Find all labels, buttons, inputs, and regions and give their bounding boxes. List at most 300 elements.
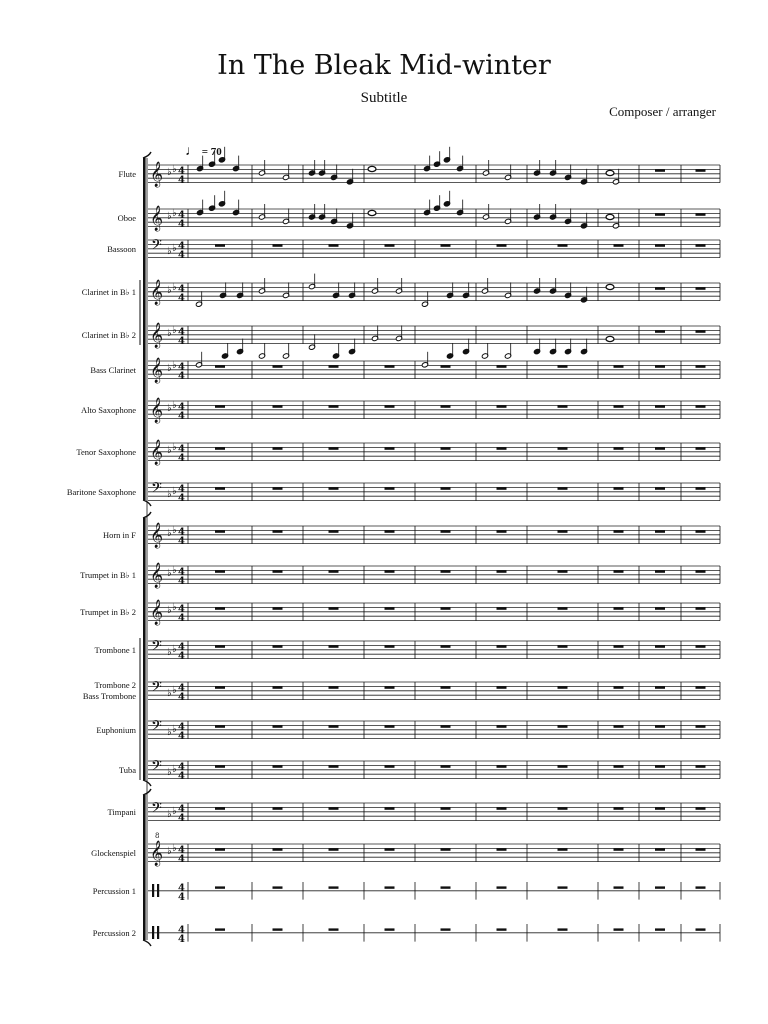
time-signature-top: 4 — [178, 241, 185, 252]
whole-rest — [655, 848, 665, 850]
whole-rest — [655, 886, 665, 888]
flat-sign-icon: ♭ — [172, 442, 177, 453]
flat-sign-icon: ♭ — [172, 486, 177, 497]
instrument-label: Horn in F — [102, 530, 136, 540]
whole-rest — [273, 686, 283, 688]
whole-rest — [273, 765, 283, 767]
whole-rest — [273, 848, 283, 850]
flat-sign-icon: ♭ — [167, 605, 172, 616]
whole-rest — [497, 807, 507, 809]
whole-rest — [273, 530, 283, 532]
whole-rest — [329, 725, 339, 727]
time-signature-bottom: 4 — [178, 336, 185, 347]
whole-rest — [558, 686, 568, 688]
treble-clef-icon: 𝄞 — [150, 440, 164, 465]
whole-rest — [441, 645, 451, 647]
instrument-label: Percussion 1 — [92, 886, 136, 896]
whole-rest — [385, 807, 395, 809]
time-signature-bottom: 4 — [178, 813, 185, 824]
whole-rest — [614, 607, 624, 609]
flat-sign-icon: ♭ — [167, 403, 172, 414]
whole-rest — [614, 447, 624, 449]
bass-clef-icon: 𝄢 — [151, 758, 162, 778]
time-signature-bottom: 4 — [178, 536, 185, 547]
time-signature-top: 4 — [178, 642, 185, 653]
time-signature-bottom: 4 — [178, 892, 185, 903]
whole-rest — [385, 244, 395, 246]
time-signature-top: 4 — [178, 762, 185, 773]
whole-rest — [614, 487, 624, 489]
whole-rest — [696, 886, 706, 888]
whole-rest — [497, 607, 507, 609]
treble-clef-icon: 𝄞 — [150, 398, 164, 423]
whole-rest — [385, 530, 395, 532]
whole-rest — [215, 928, 225, 930]
whole-rest — [497, 365, 507, 367]
instrument-label: Flute — [118, 169, 136, 179]
whole-rest — [614, 886, 624, 888]
treble-clef-icon: 𝄞 — [150, 162, 164, 187]
whole-rest — [497, 886, 507, 888]
whole-rest — [215, 807, 225, 809]
whole-rest — [329, 607, 339, 609]
treble-clef-icon: 𝄞 — [150, 358, 164, 383]
treble-clef-icon: 𝄞 — [150, 563, 164, 588]
whole-rest — [655, 570, 665, 572]
whole-rest — [329, 570, 339, 572]
whole-rest — [441, 487, 451, 489]
instrument-label: Clarinet in B♭ 2 — [81, 330, 136, 340]
whole-rest — [385, 886, 395, 888]
whole-rest — [497, 686, 507, 688]
whole-rest — [329, 244, 339, 246]
time-signature-top: 4 — [178, 722, 185, 733]
flat-sign-icon: ♭ — [167, 688, 172, 699]
whole-rest — [614, 807, 624, 809]
staff — [148, 761, 720, 779]
time-signature-bottom: 4 — [178, 453, 185, 464]
whole-note — [368, 210, 376, 215]
treble-clef-icon: 𝄞 — [150, 523, 164, 548]
treble-clef-icon: 𝄞 — [150, 280, 164, 305]
staff — [148, 443, 720, 461]
whole-rest — [273, 886, 283, 888]
time-signature-top: 4 — [178, 804, 185, 815]
instrument-label: Trombone 1 — [94, 645, 136, 655]
whole-rest — [696, 213, 706, 215]
time-signature-bottom: 4 — [178, 771, 185, 782]
whole-rest — [441, 570, 451, 572]
flat-sign-icon: ♭ — [167, 246, 172, 257]
whole-rest — [614, 686, 624, 688]
staff — [148, 844, 720, 862]
whole-rest — [385, 570, 395, 572]
whole-rest — [441, 725, 451, 727]
whole-rest — [497, 405, 507, 407]
whole-rest — [441, 807, 451, 809]
flat-sign-icon: ♭ — [167, 767, 172, 778]
whole-note — [606, 284, 614, 289]
whole-rest — [215, 570, 225, 572]
time-signature-bottom: 4 — [178, 651, 185, 662]
instrument-label: Tuba — [118, 765, 136, 775]
staff — [148, 603, 720, 621]
score-subtitle: Subtitle — [360, 90, 408, 106]
whole-rest — [497, 848, 507, 850]
staff — [148, 526, 720, 544]
group-bracket — [143, 518, 146, 780]
whole-rest — [696, 686, 706, 688]
whole-rest — [441, 848, 451, 850]
octave-mark: 8 — [155, 832, 160, 840]
whole-rest — [273, 645, 283, 647]
whole-rest — [497, 447, 507, 449]
time-signature-top: 4 — [178, 925, 185, 936]
time-signature-bottom: 4 — [178, 219, 185, 230]
time-signature-top: 4 — [178, 284, 185, 295]
whole-rest — [696, 570, 706, 572]
whole-rest — [558, 765, 568, 767]
flat-sign-icon: ♭ — [167, 489, 172, 500]
whole-rest — [441, 405, 451, 407]
whole-rest — [558, 244, 568, 246]
instrument-label: Glockenspiel — [91, 848, 136, 858]
whole-rest — [329, 365, 339, 367]
staff — [148, 803, 720, 821]
staff — [148, 721, 720, 739]
whole-rest — [558, 405, 568, 407]
whole-rest — [696, 405, 706, 407]
time-signature-top: 4 — [178, 484, 185, 495]
bass-clef-icon: 𝄢 — [151, 679, 162, 699]
whole-rest — [558, 807, 568, 809]
whole-rest — [329, 765, 339, 767]
flat-sign-icon: ♭ — [167, 727, 172, 738]
time-signature-top: 4 — [178, 527, 185, 538]
time-signature-bottom: 4 — [178, 731, 185, 742]
percussion-clef-icon — [157, 926, 159, 939]
whole-rest — [273, 725, 283, 727]
time-signature-top: 4 — [178, 444, 185, 455]
flat-sign-icon: ♭ — [172, 602, 177, 613]
instrument-label: Timpani — [107, 807, 136, 817]
whole-rest — [696, 244, 706, 246]
time-signature-top: 4 — [178, 604, 185, 615]
whole-rest — [655, 365, 665, 367]
flat-sign-icon: ♭ — [167, 846, 172, 857]
flat-sign-icon: ♭ — [172, 208, 177, 219]
flat-sign-icon: ♭ — [167, 285, 172, 296]
staff — [148, 401, 720, 419]
treble-clef-icon: 𝄞 — [150, 206, 164, 231]
whole-rest — [558, 848, 568, 850]
staff — [148, 682, 720, 700]
whole-rest — [614, 645, 624, 647]
time-signature-top: 4 — [178, 683, 185, 694]
time-signature-bottom: 4 — [178, 493, 185, 504]
whole-rest — [329, 686, 339, 688]
time-signature-top: 4 — [178, 210, 185, 221]
staff — [148, 483, 720, 501]
flat-sign-icon: ♭ — [172, 565, 177, 576]
quarter-note-icon: ♩ — [185, 144, 199, 159]
whole-rest — [655, 330, 665, 332]
time-signature-bottom: 4 — [178, 854, 185, 865]
time-signature-top: 4 — [178, 883, 185, 894]
whole-rest — [441, 244, 451, 246]
staff — [148, 240, 720, 258]
whole-rest — [614, 244, 624, 246]
flat-sign-icon: ♭ — [172, 525, 177, 536]
percussion-clef-icon — [152, 926, 154, 939]
whole-note — [606, 170, 614, 175]
whole-rest — [558, 570, 568, 572]
flat-sign-icon: ♭ — [172, 644, 177, 655]
instrument-label: Tenor Saxophone — [76, 447, 136, 457]
whole-rest — [655, 213, 665, 215]
time-signature-bottom: 4 — [178, 934, 185, 945]
whole-rest — [558, 530, 568, 532]
time-signature-top: 4 — [178, 362, 185, 373]
instrument-label: Bass Clarinet — [90, 365, 136, 375]
whole-rest — [558, 886, 568, 888]
whole-rest — [655, 765, 665, 767]
whole-rest — [441, 928, 451, 930]
whole-rest — [614, 365, 624, 367]
bass-clef-icon: 𝄢 — [151, 237, 162, 257]
flat-sign-icon: ♭ — [172, 164, 177, 175]
whole-rest — [385, 447, 395, 449]
time-signature-bottom: 4 — [178, 576, 185, 587]
whole-rest — [273, 928, 283, 930]
whole-rest — [385, 928, 395, 930]
flat-sign-icon: ♭ — [167, 809, 172, 820]
whole-rest — [696, 330, 706, 332]
instrument-label: Euphonium — [96, 725, 136, 735]
time-signature-bottom: 4 — [178, 692, 185, 703]
whole-rest — [696, 169, 706, 171]
whole-rest — [273, 405, 283, 407]
flat-sign-icon: ♭ — [167, 328, 172, 339]
flat-sign-icon: ♭ — [172, 764, 177, 775]
whole-rest — [655, 928, 665, 930]
whole-rest — [614, 928, 624, 930]
instrument-label: Trumpet in B♭ 2 — [80, 607, 136, 617]
whole-rest — [215, 607, 225, 609]
whole-rest — [497, 487, 507, 489]
whole-rest — [655, 405, 665, 407]
whole-rest — [273, 447, 283, 449]
whole-rest — [558, 928, 568, 930]
whole-rest — [329, 405, 339, 407]
whole-rest — [696, 848, 706, 850]
treble-clef-icon: 𝄞 — [150, 841, 164, 866]
whole-rest — [385, 686, 395, 688]
whole-rest — [497, 928, 507, 930]
staff — [148, 882, 720, 900]
time-signature-bottom: 4 — [178, 293, 185, 304]
whole-rest — [655, 530, 665, 532]
flat-sign-icon: ♭ — [172, 360, 177, 371]
whole-rest — [273, 570, 283, 572]
whole-rest — [696, 645, 706, 647]
whole-rest — [558, 365, 568, 367]
staff — [148, 924, 720, 942]
whole-rest — [655, 244, 665, 246]
whole-rest — [441, 886, 451, 888]
time-signature-bottom: 4 — [178, 613, 185, 624]
whole-rest — [215, 244, 225, 246]
whole-rest — [696, 807, 706, 809]
whole-rest — [215, 886, 225, 888]
instrument-label: Oboe — [117, 213, 136, 223]
whole-rest — [215, 447, 225, 449]
time-signature-bottom: 4 — [178, 371, 185, 382]
whole-rest — [696, 487, 706, 489]
time-signature-top: 4 — [178, 845, 185, 856]
whole-note — [368, 166, 376, 171]
whole-rest — [441, 530, 451, 532]
whole-rest — [655, 725, 665, 727]
whole-rest — [329, 487, 339, 489]
group-bracket — [143, 795, 146, 940]
time-signature-top: 4 — [178, 166, 185, 177]
whole-rest — [441, 607, 451, 609]
whole-rest — [329, 645, 339, 647]
whole-rest — [385, 487, 395, 489]
whole-rest — [614, 570, 624, 572]
whole-rest — [441, 765, 451, 767]
whole-rest — [497, 530, 507, 532]
whole-rest — [215, 725, 225, 727]
whole-rest — [273, 365, 283, 367]
whole-rest — [558, 607, 568, 609]
whole-rest — [215, 848, 225, 850]
whole-rest — [215, 405, 225, 407]
whole-rest — [441, 365, 451, 367]
flat-sign-icon: ♭ — [172, 806, 177, 817]
whole-rest — [385, 765, 395, 767]
whole-rest — [215, 765, 225, 767]
flat-sign-icon: ♭ — [167, 167, 172, 178]
flat-sign-icon: ♭ — [172, 243, 177, 254]
whole-rest — [655, 447, 665, 449]
score-title: In The Bleak Mid-winter — [217, 50, 551, 81]
flat-sign-icon: ♭ — [172, 282, 177, 293]
whole-rest — [696, 530, 706, 532]
instrument-label: Bassoon — [107, 244, 136, 254]
staff — [148, 641, 720, 659]
whole-rest — [696, 287, 706, 289]
whole-rest — [273, 244, 283, 246]
whole-rest — [655, 487, 665, 489]
time-signature-bottom: 4 — [178, 411, 185, 422]
whole-rest — [441, 686, 451, 688]
whole-rest — [329, 886, 339, 888]
whole-rest — [329, 928, 339, 930]
whole-rest — [385, 607, 395, 609]
whole-rest — [273, 607, 283, 609]
whole-rest — [215, 530, 225, 532]
whole-rest — [614, 530, 624, 532]
time-signature-bottom: 4 — [178, 175, 185, 186]
whole-rest — [655, 169, 665, 171]
flat-sign-icon: ♭ — [167, 445, 172, 456]
bracket-hook — [143, 940, 151, 946]
time-signature-bottom: 4 — [178, 250, 185, 261]
staff — [148, 283, 720, 301]
whole-rest — [273, 487, 283, 489]
whole-rest — [329, 447, 339, 449]
whole-rest — [558, 447, 568, 449]
whole-rest — [655, 645, 665, 647]
whole-rest — [655, 287, 665, 289]
staff — [148, 361, 720, 379]
whole-rest — [497, 244, 507, 246]
flat-sign-icon: ♭ — [172, 685, 177, 696]
whole-rest — [497, 645, 507, 647]
whole-rest — [385, 365, 395, 367]
whole-rest — [614, 405, 624, 407]
whole-note — [606, 336, 614, 341]
composer-credit: Composer / arranger — [609, 104, 716, 119]
whole-rest — [655, 807, 665, 809]
whole-rest — [385, 645, 395, 647]
whole-rest — [696, 725, 706, 727]
whole-rest — [497, 570, 507, 572]
whole-rest — [558, 725, 568, 727]
whole-rest — [696, 928, 706, 930]
time-signature-top: 4 — [178, 402, 185, 413]
whole-rest — [329, 848, 339, 850]
whole-rest — [441, 447, 451, 449]
whole-rest — [558, 487, 568, 489]
tempo-value: = 70 — [201, 146, 222, 158]
staff — [148, 326, 720, 344]
flat-sign-icon: ♭ — [167, 211, 172, 222]
instrument-label: Trombone 2 Bass Trombone — [82, 680, 136, 701]
bass-clef-icon: 𝄢 — [151, 638, 162, 658]
whole-note — [606, 214, 614, 219]
instrument-label: Trumpet in B♭ 1 — [80, 570, 136, 580]
flat-sign-icon: ♭ — [172, 724, 177, 735]
flat-sign-icon: ♭ — [167, 647, 172, 658]
instrument-label: Percussion 2 — [92, 928, 136, 938]
flat-sign-icon: ♭ — [172, 843, 177, 854]
whole-rest — [385, 405, 395, 407]
flat-sign-icon: ♭ — [167, 568, 172, 579]
percussion-clef-icon — [157, 884, 159, 897]
whole-rest — [215, 686, 225, 688]
flat-sign-icon: ♭ — [172, 400, 177, 411]
bracket-hook — [143, 152, 151, 158]
bass-clef-icon: 𝄢 — [151, 718, 162, 738]
whole-rest — [497, 765, 507, 767]
bass-clef-icon: 𝄢 — [151, 800, 162, 820]
treble-clef-icon: 𝄞 — [150, 600, 164, 625]
whole-rest — [696, 365, 706, 367]
staff — [148, 566, 720, 584]
flat-sign-icon: ♭ — [167, 528, 172, 539]
whole-rest — [215, 365, 225, 367]
whole-rest — [696, 447, 706, 449]
time-signature-top: 4 — [178, 567, 185, 578]
whole-rest — [329, 530, 339, 532]
flat-sign-icon: ♭ — [167, 363, 172, 374]
whole-rest — [614, 725, 624, 727]
instrument-label: Baritone Saxophone — [66, 487, 136, 497]
treble-clef-icon: 𝄞 — [150, 323, 164, 348]
